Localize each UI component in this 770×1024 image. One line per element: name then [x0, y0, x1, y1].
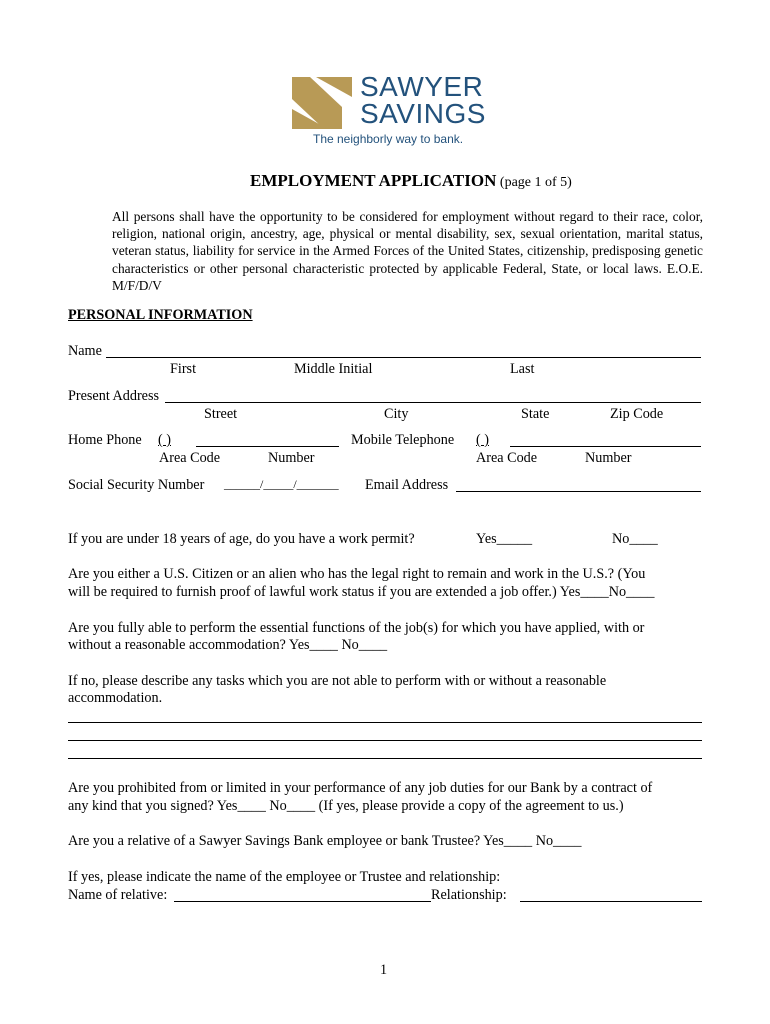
present-address-field[interactable] — [165, 402, 701, 403]
logo-name-line1: SAWYER — [360, 71, 484, 102]
mobile-number-field[interactable] — [510, 446, 701, 447]
work-permit-no[interactable]: No____ — [612, 531, 658, 547]
work-permit-question: If you are under 18 years of age, do you have a work permit? — [68, 531, 415, 547]
relative-name-intro: If yes, please indicate the name of the employee or Trustee and relationship: — [68, 869, 501, 885]
prohibited-question-line1: Are you prohibited from or limited in your performance of any job duties for our Bank by a contract of — [68, 780, 653, 796]
street-sublabel: Street — [204, 406, 238, 422]
name-field[interactable] — [106, 357, 701, 358]
section-heading-personal-information: PERSONAL INFORMATION — [68, 307, 253, 323]
ssn-label: Social Security Number — [68, 477, 205, 493]
ssn-field[interactable]: ______/_____/_______ — [224, 477, 339, 491]
mobile-area-code-sublabel: Area Code — [476, 450, 538, 466]
relationship-label: Relationship: — [431, 887, 507, 903]
relative-name-field[interactable] — [174, 901, 431, 902]
prohibited-question-line2[interactable]: any kind that you signed? Yes____ No____ (If yes, please provide a copy of the agreement to us.) — [68, 798, 624, 814]
email-address-field[interactable] — [456, 491, 701, 492]
name-label: Name — [68, 343, 102, 359]
tasks-question-line1: If no, please describe any tasks which you are not able to perform with or without a reasonable — [68, 673, 607, 689]
home-phone-area-code-field[interactable]: ( ) — [158, 432, 171, 448]
tasks-answer-line-2[interactable] — [68, 740, 702, 741]
relative-name-label: Name of relative: — [68, 887, 168, 903]
state-sublabel: State — [521, 406, 550, 422]
email-address-label: Email Address — [365, 477, 449, 493]
first-name-sublabel: First — [170, 361, 197, 377]
page-indicator: (page 1 of 5) — [499, 175, 572, 190]
city-sublabel: City — [384, 406, 409, 422]
mobile-number-sublabel: Number — [585, 450, 632, 466]
ability-question-line2[interactable]: without a reasonable accommodation? Yes____ No____ — [68, 637, 388, 653]
present-address-label: Present Address — [68, 388, 160, 404]
page-number: 1 — [380, 962, 388, 978]
mobile-telephone-label: Mobile Telephone — [351, 432, 455, 448]
mobile-area-code-field[interactable]: ( ) — [476, 432, 489, 448]
last-name-sublabel: Last — [510, 361, 535, 377]
relative-question[interactable]: Are you a relative of a Sawyer Savings Bank employee or bank Trustee? Yes____ No____ — [68, 833, 582, 849]
zip-code-sublabel: Zip Code — [610, 406, 664, 422]
home-phone-number-field[interactable] — [196, 446, 339, 447]
citizen-question-line2[interactable]: will be required to furnish proof of lawful work status if you are extended a job offer.) Yes____No____ — [68, 584, 655, 600]
home-number-sublabel: Number — [268, 450, 315, 466]
sawyer-savings-logo-mark — [290, 73, 354, 133]
middle-initial-sublabel: Middle Initial — [294, 361, 373, 377]
eoe-statement: All persons shall have the opportunity to be considered for employment without regard to their race, color, religion, national origin, ancestry, age, physical or mental disability, sex, sexual orientation, marital status, veteran status, liability for service in the Armed Forces of the United States, citizenship, predisposing genetic characteristics or other personal characteristic protected by applicable Federal, State, or local laws. E.O.E. M/F/D/V — [112, 209, 703, 293]
tasks-answer-line-3[interactable] — [68, 758, 702, 759]
work-permit-yes[interactable]: Yes_____ — [476, 531, 533, 547]
ability-question-line1: Are you fully able to perform the essential functions of the job(s) for which you have applied, with or — [68, 620, 645, 636]
relationship-field[interactable] — [520, 901, 702, 902]
logo-tagline: The neighborly way to bank. — [313, 132, 464, 146]
citizen-question-line1: Are you either a U.S. Citizen or an alien who has the legal right to remain and work in the U.S.? (You — [68, 566, 646, 582]
home-phone-label: Home Phone — [68, 432, 142, 448]
title-text: EMPLOYMENT APPLICATION — [250, 171, 497, 190]
tasks-answer-line-1[interactable] — [68, 722, 702, 723]
page-title — [250, 171, 572, 191]
tasks-question-line2: accommodation. — [68, 690, 163, 706]
logo-name-line2: SAVINGS — [360, 98, 486, 129]
home-area-code-sublabel: Area Code — [159, 450, 221, 466]
